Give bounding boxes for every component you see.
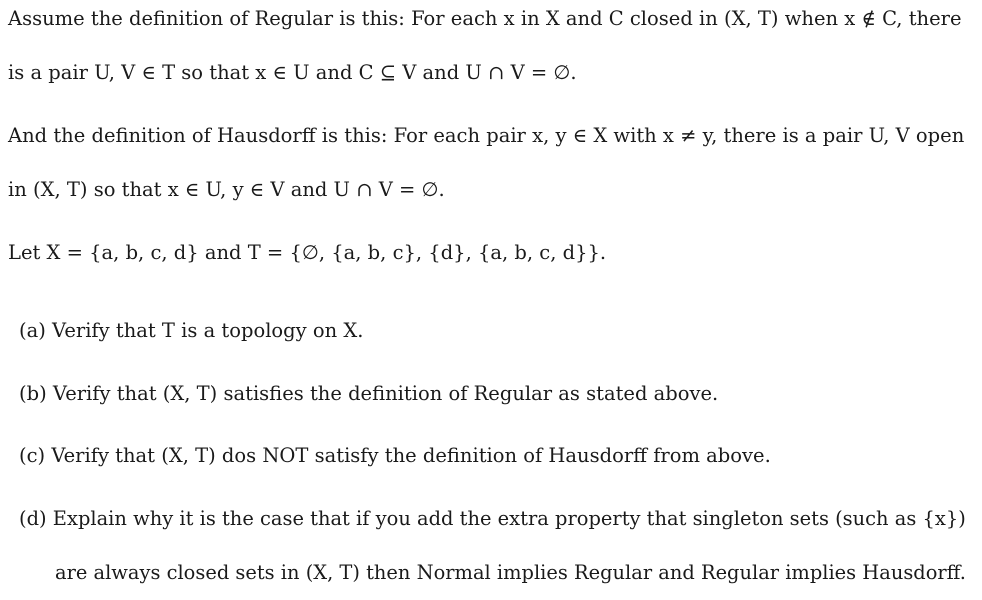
regular-def-line-1: Assume the definition of Regular is this: For each x in X and C closed in (X, T) when x ∉ C, there	[8, 7, 962, 30]
exercise-item-a: (a) Verify that T is a topology on X.	[19, 319, 364, 342]
regular-def-line-2: is a pair U, V ∈ T so that x ∈ U and C ⊆ V and U ∩ V = ∅.	[8, 61, 577, 84]
hausdorff-def-line-2: in (X, T) so that x ∈ U, y ∈ V and U ∩ V = ∅.	[8, 178, 445, 201]
hausdorff-def-line-1: And the definition of Hausdorff is this: For each pair x, y ∈ X with x ≠ y, there is a pair U, V open	[8, 124, 965, 147]
exercise-item-b: (b) Verify that (X, T) satisfies the definition of Regular as stated above.	[19, 382, 719, 405]
exercise-item-d: (d) Explain why it is the case that if you add the extra property that singleton sets (such as {x})	[19, 507, 966, 530]
exercise-item-d-continuation: are always closed sets in (X, T) then Normal implies Regular and Regular implies Hausdorff.	[55, 561, 966, 584]
problem-setup: Let X = {a, b, c, d} and T = {∅, {a, b, c}, {d}, {a, b, c, d}}.	[8, 241, 607, 264]
exercise-item-c: (c) Verify that (X, T) dos NOT satisfy the definition of Hausdorff from above.	[19, 444, 771, 467]
